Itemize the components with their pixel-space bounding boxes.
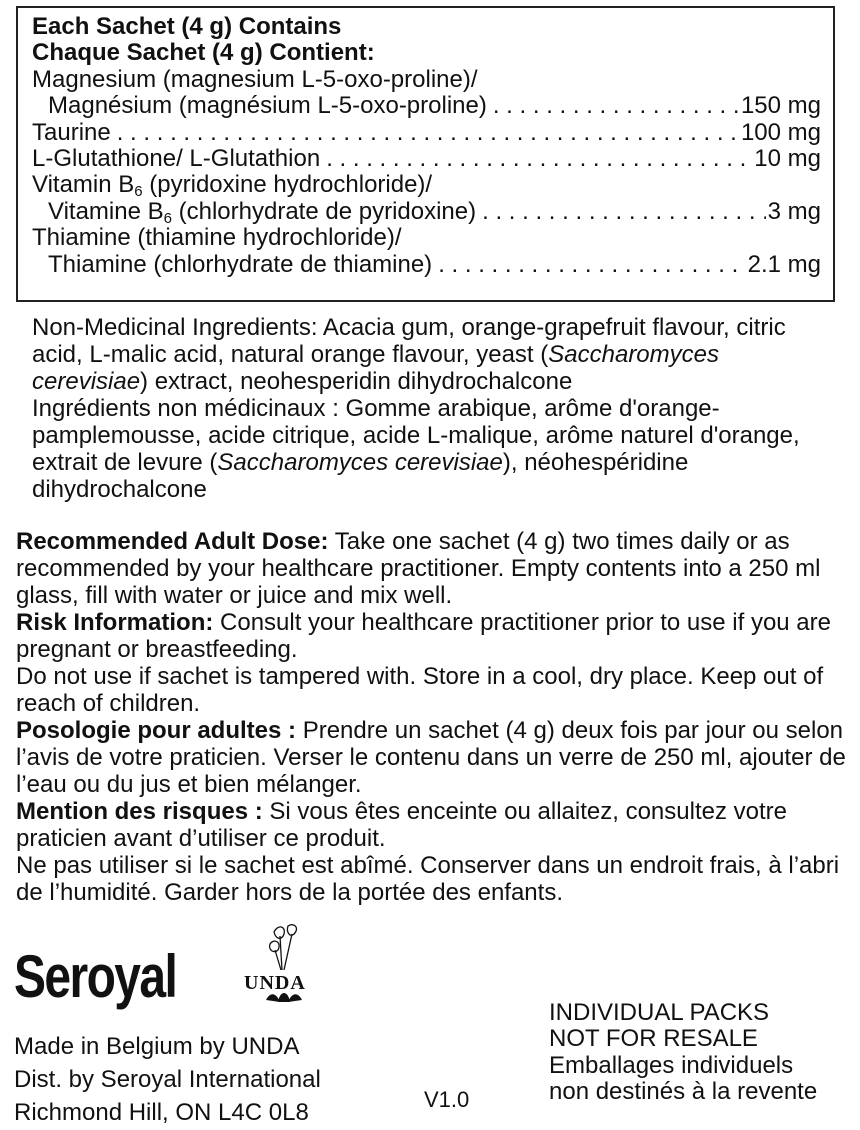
posologie-paragraph: Posologie pour adultes : Prendre un sachet (4 g) deux fois par jour ou selon l’avis de votre praticien. Verser le contenu dans un verre de 250 ml, ajouter de l’eau ou du jus et bien mélanger. — [16, 717, 846, 798]
nmi-french: Ingrédients non médicinaux : Gomme arabique, arôme d'orange-pamplemousse, acide citrique, acide L-malique, arôme naturel d'orange, extrait de levure (Saccharomyces cerevisiae), néohespéridine dihydrochalcone — [32, 395, 800, 503]
facts-heading-fr: Chaque Sachet (4 g) Contient: — [32, 39, 375, 67]
facts-heading-en: Each Sachet (4 g) Contains — [32, 13, 342, 40]
ingredient-row — [32, 146, 821, 172]
mention-paragraph: Mention des risques : Si vous êtes enceinte ou allaitez, consultez votre praticien avant d’utiliser ce produit. — [16, 798, 787, 852]
ingredient-amount: 150 mg — [740, 92, 821, 120]
ingredient-name: Thiamine (chlorhydrate de thiamine) — [48, 250, 433, 278]
version-label: V1.0 — [424, 1087, 470, 1112]
ingredient-row — [32, 252, 821, 278]
dose-and-risk-section — [16, 528, 846, 906]
ingredient-name: Magnésium (magnésium L-5-oxo-proline) — [48, 92, 487, 120]
ingredient-row — [32, 199, 821, 225]
manufacturer-info: Made in Belgium by UNDA Dist. by Seroyal International Richmond Hill, ON L4C 0L8 — [14, 1033, 321, 1126]
ingredient-name: Taurine — [32, 118, 111, 146]
ingredient-line: Thiamine (thiamine hydrochloride)/ — [32, 224, 402, 252]
ingredient-amount: 10 mg — [754, 145, 821, 173]
warning-fr: Ne pas utiliser si le sachet est abîmé. Conserver dans un endroit frais, à l’abri de l’humidité. Garder hors de la portée des enfants. — [16, 852, 840, 906]
warning-en: Do not use if sachet is tampered with. Store in a cool, dry place. Keep out of reach of children. — [16, 663, 824, 717]
dose-paragraph: Recommended Adult Dose: Take one sachet (4 g) two times daily or as recommended by your healthcare practitioner. Empty contents into a 250 ml glass, fill with water or juice and mix well. — [16, 528, 821, 609]
ingredient-amount: 3 mg — [767, 197, 821, 225]
ingredient-row — [32, 93, 821, 119]
resale-notice: INDIVIDUAL PACKS NOT FOR RESALE Emballages individuels non destinés à la revente — [549, 999, 818, 1106]
unda-wordmark: UNDA — [244, 972, 306, 994]
risk-paragraph: Risk Information: Consult your healthcare practitioner prior to use if you are pregnant or breastfeeding. — [16, 609, 831, 663]
ingredient-row — [32, 120, 821, 146]
seroyal-logo: Seroyal — [14, 943, 177, 1010]
nmi-english: Non-Medicinal Ingredients: Acacia gum, orange-grapefruit flavour, citric acid, L-malic acid, natural orange flavour, yeast (Saccharomyces cerevisiae) extract, neohesperidin dihydrochalcone — [32, 314, 786, 395]
supplement-facts-box — [16, 6, 835, 302]
non-medicinal-ingredients — [32, 314, 832, 503]
ingredient-amount: 2.1 mg — [747, 250, 821, 278]
ingredient-line: Vitamin $B_6$ (pyridoxine hydrochloride)/ — [32, 171, 433, 201]
ingredient-amount: 100 mg — [740, 118, 821, 146]
ingredient-name: L-Glutathione/ L-Glutathion — [32, 145, 321, 173]
ingredient-line: Magnesium (magnesium L-5-oxo-proline)/ — [32, 65, 478, 93]
ingredient-name: Vitamine $B_6$ (chlorhydrate de pyridoxine) — [48, 197, 477, 227]
